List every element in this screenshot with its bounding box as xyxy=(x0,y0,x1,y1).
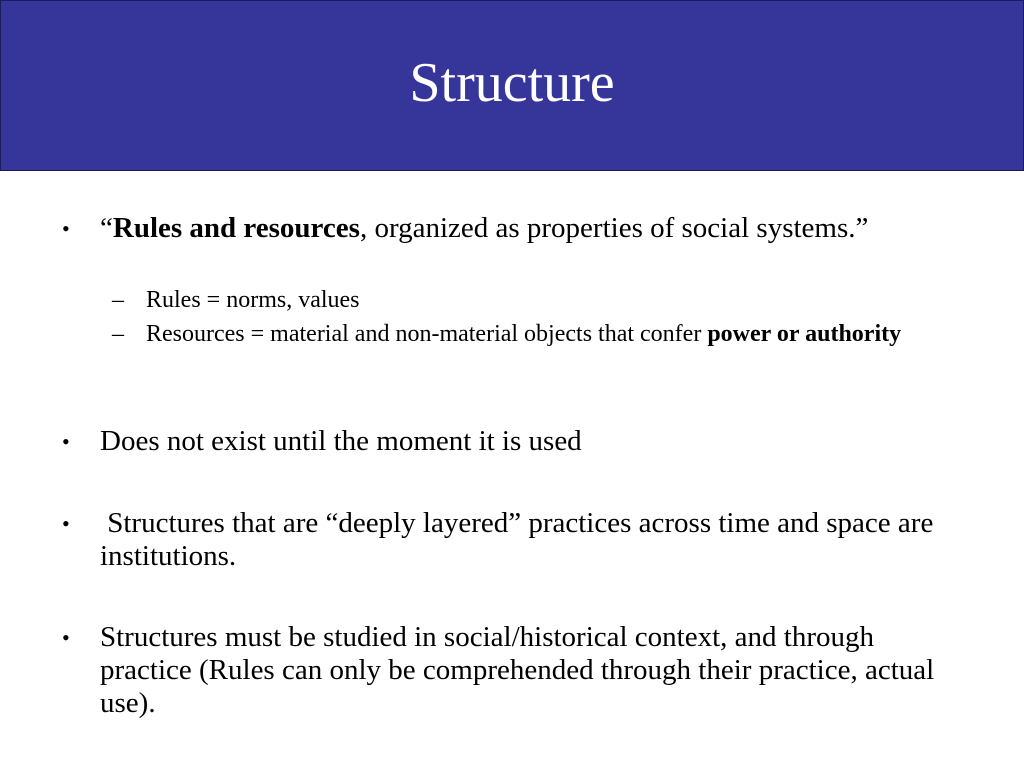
bullet-text: Does not exist until the moment it is used xyxy=(100,425,582,457)
bullet-rest: , organized as properties of social systems.” xyxy=(359,212,869,244)
dash-marker: – xyxy=(112,287,124,313)
bold-phrase: Rules and resources xyxy=(112,212,360,244)
slide-title: Structure xyxy=(409,51,615,114)
bullet-item-4 xyxy=(62,621,962,720)
bullet-item-1 xyxy=(62,212,962,245)
bold-phrase: power or authority xyxy=(707,321,902,347)
sub-item-text: Rules = norms, values xyxy=(146,287,360,313)
bullet-marker: • xyxy=(62,216,70,241)
bullet-item-3 xyxy=(62,507,962,573)
sub-item-plain: Resources = material and non-material objects that confer xyxy=(146,321,708,347)
bullet-item-2 xyxy=(62,425,962,458)
sub-item-2 xyxy=(112,320,962,348)
bullet-marker: • xyxy=(62,511,70,536)
bullet-text: Structures must be studied in social/historical context, and through practice (Rules can only be comprehended through their practice, actual use). xyxy=(100,621,935,719)
bullet-text: Structures that are “deeply layered” practices across time and space are institutions. xyxy=(100,507,941,572)
bullet-text xyxy=(100,212,962,245)
title-bar xyxy=(0,0,1024,171)
sub-item-1 xyxy=(112,286,962,314)
bullet-marker: • xyxy=(62,429,70,454)
sub-item-text xyxy=(146,320,962,348)
bullet-marker: • xyxy=(62,625,70,650)
quote-open: “ xyxy=(100,212,113,244)
dash-marker: – xyxy=(112,321,124,347)
